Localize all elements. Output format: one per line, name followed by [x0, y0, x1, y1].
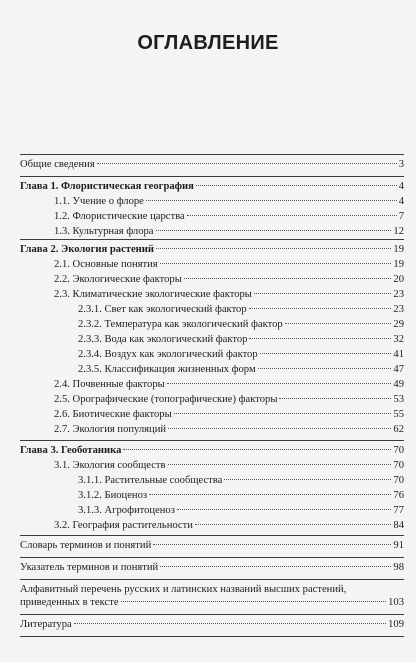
- page-title: ОГЛАВЛЕНИЕ: [137, 32, 279, 54]
- divider: [20, 579, 404, 580]
- toc-entry-title: 3.1. Экология сообществ: [54, 460, 166, 471]
- toc-entry: [20, 474, 404, 487]
- toc-entry-page: 20: [393, 274, 404, 285]
- divider: [20, 557, 404, 558]
- divider: [20, 614, 404, 615]
- toc-entry-title-line: Алфавитный перечень русских и латинских названий высших растений,: [20, 584, 347, 595]
- toc-entry: [20, 318, 404, 331]
- toc-entry-title: 1.3. Культурная флора: [54, 226, 154, 237]
- toc-entry-page: 91: [393, 540, 404, 551]
- toc-entry-page: 70: [393, 475, 404, 486]
- divider: [20, 440, 404, 441]
- toc-entry-title: 2.3.4. Воздух как экологический фактор: [78, 349, 258, 360]
- toc-chapter: [20, 444, 404, 457]
- toc-entry-page: 19: [393, 259, 404, 270]
- toc-entry: [20, 378, 404, 391]
- toc-entry-title: 2.3.1. Свет как экологический фактор: [78, 304, 247, 315]
- toc-entry-page: 12: [393, 226, 404, 237]
- toc-entry-page: 7: [398, 211, 404, 222]
- toc-entry-title: 2.2. Экологические факторы: [54, 274, 182, 285]
- toc-entry-page: 98: [393, 562, 404, 573]
- toc-entry-title: 2.3.3. Вода как экологический фактор: [78, 334, 248, 345]
- toc-entry-title: 3.1.2. Биоценоз: [78, 490, 148, 501]
- divider: [20, 636, 404, 637]
- toc-entry: [20, 408, 404, 421]
- toc-entry: [20, 210, 404, 223]
- toc-entry-page: 47: [393, 364, 404, 375]
- toc-entry: [20, 459, 404, 472]
- toc-entry: [20, 363, 404, 376]
- toc-entry: [20, 225, 404, 238]
- toc-entry: [20, 258, 404, 271]
- toc-entry: [20, 195, 404, 208]
- toc-entry-page: 32: [393, 334, 404, 345]
- toc-entry-page: 76: [393, 490, 404, 501]
- toc-entry: [20, 273, 404, 286]
- toc-entry-page: 3: [398, 159, 404, 170]
- toc-chapter: [20, 243, 404, 256]
- toc-entry-title: 3.1.1. Растительные сообщества: [78, 475, 223, 486]
- toc-entry-title: Глава 3. Геоботаника: [20, 445, 122, 456]
- toc-entry-page: 53: [393, 394, 404, 405]
- toc-entry: [20, 393, 404, 406]
- toc-entry: [20, 618, 404, 631]
- toc-entry-title: Литература: [20, 619, 72, 630]
- toc-chapter: [20, 180, 404, 193]
- toc-entry-page: 77: [393, 505, 404, 516]
- toc-entry-page: 19: [393, 244, 404, 255]
- toc-entry-title: Общие сведения: [20, 159, 95, 170]
- toc-entry-page: 4: [398, 196, 404, 207]
- toc-entry: [20, 519, 404, 532]
- toc-entry-title: 2.6. Биотические факторы: [54, 409, 172, 420]
- toc-entry-page: 62: [393, 424, 404, 435]
- divider: [20, 176, 404, 177]
- toc-entry-title: Словарь терминов и понятий: [20, 540, 152, 551]
- toc-entry-page: 29: [393, 319, 404, 330]
- toc-entry: [20, 303, 404, 316]
- toc-entry-title: 1.2. Флористические царства: [54, 211, 185, 222]
- toc-entry-title: 1.1. Учение о флоре: [54, 196, 144, 207]
- toc-entry: [20, 504, 404, 517]
- toc-entry: [20, 333, 404, 346]
- toc-entry-title: 2.3. Климатические экологические факторы: [54, 289, 252, 300]
- toc-entry-page: 109: [388, 619, 404, 630]
- toc-entry-title: 2.4. Почвенные факторы: [54, 379, 165, 390]
- toc-entry: [20, 348, 404, 361]
- toc-entry-title: 2.3.2. Температура как экологический фактор: [78, 319, 283, 330]
- toc-entry-page: 70: [393, 460, 404, 471]
- toc-entry-title: 2.7. Экология популяций: [54, 424, 167, 435]
- toc-entry-title: 2.5. Орографические (топографические) факторы: [54, 394, 278, 405]
- toc-entry-page: 103: [388, 597, 404, 608]
- toc-entry: [20, 423, 404, 436]
- toc-entry: [20, 288, 404, 301]
- toc-entry-title: Глава 1. Флористическая география: [20, 181, 194, 192]
- divider: [20, 154, 404, 155]
- toc-entry: [20, 489, 404, 502]
- toc-entry-title-line: приведенных в тексте: [20, 597, 119, 608]
- toc-entry-title: 2.3.5. Классификация жизненных форм: [78, 364, 256, 375]
- toc-entry: [20, 539, 404, 552]
- divider: [20, 239, 404, 240]
- toc-entry-title: Указатель терминов и понятий: [20, 562, 159, 573]
- toc-entry-page: 70: [393, 445, 404, 456]
- toc-entry-title: 3.2. География растительности: [54, 520, 193, 531]
- toc-entry-page: 41: [393, 349, 404, 360]
- toc-entry-page: 49: [393, 379, 404, 390]
- toc-entry-title: 2.1. Основные понятия: [54, 259, 158, 270]
- toc-entry-page: 23: [393, 304, 404, 315]
- toc-entry: [20, 158, 404, 171]
- divider: [20, 535, 404, 536]
- toc-entry-page: 4: [398, 181, 404, 192]
- toc-entry-title: Глава 2. Экология растений: [20, 244, 154, 255]
- toc-entry-page: 84: [393, 520, 404, 531]
- toc-entry-title: 3.1.3. Агрофитоценоз: [78, 505, 175, 516]
- toc-entry-continuation: [20, 596, 404, 609]
- toc-entry-page: 55: [393, 409, 404, 420]
- toc-entry-page: 23: [393, 289, 404, 300]
- toc-entry: [20, 561, 404, 574]
